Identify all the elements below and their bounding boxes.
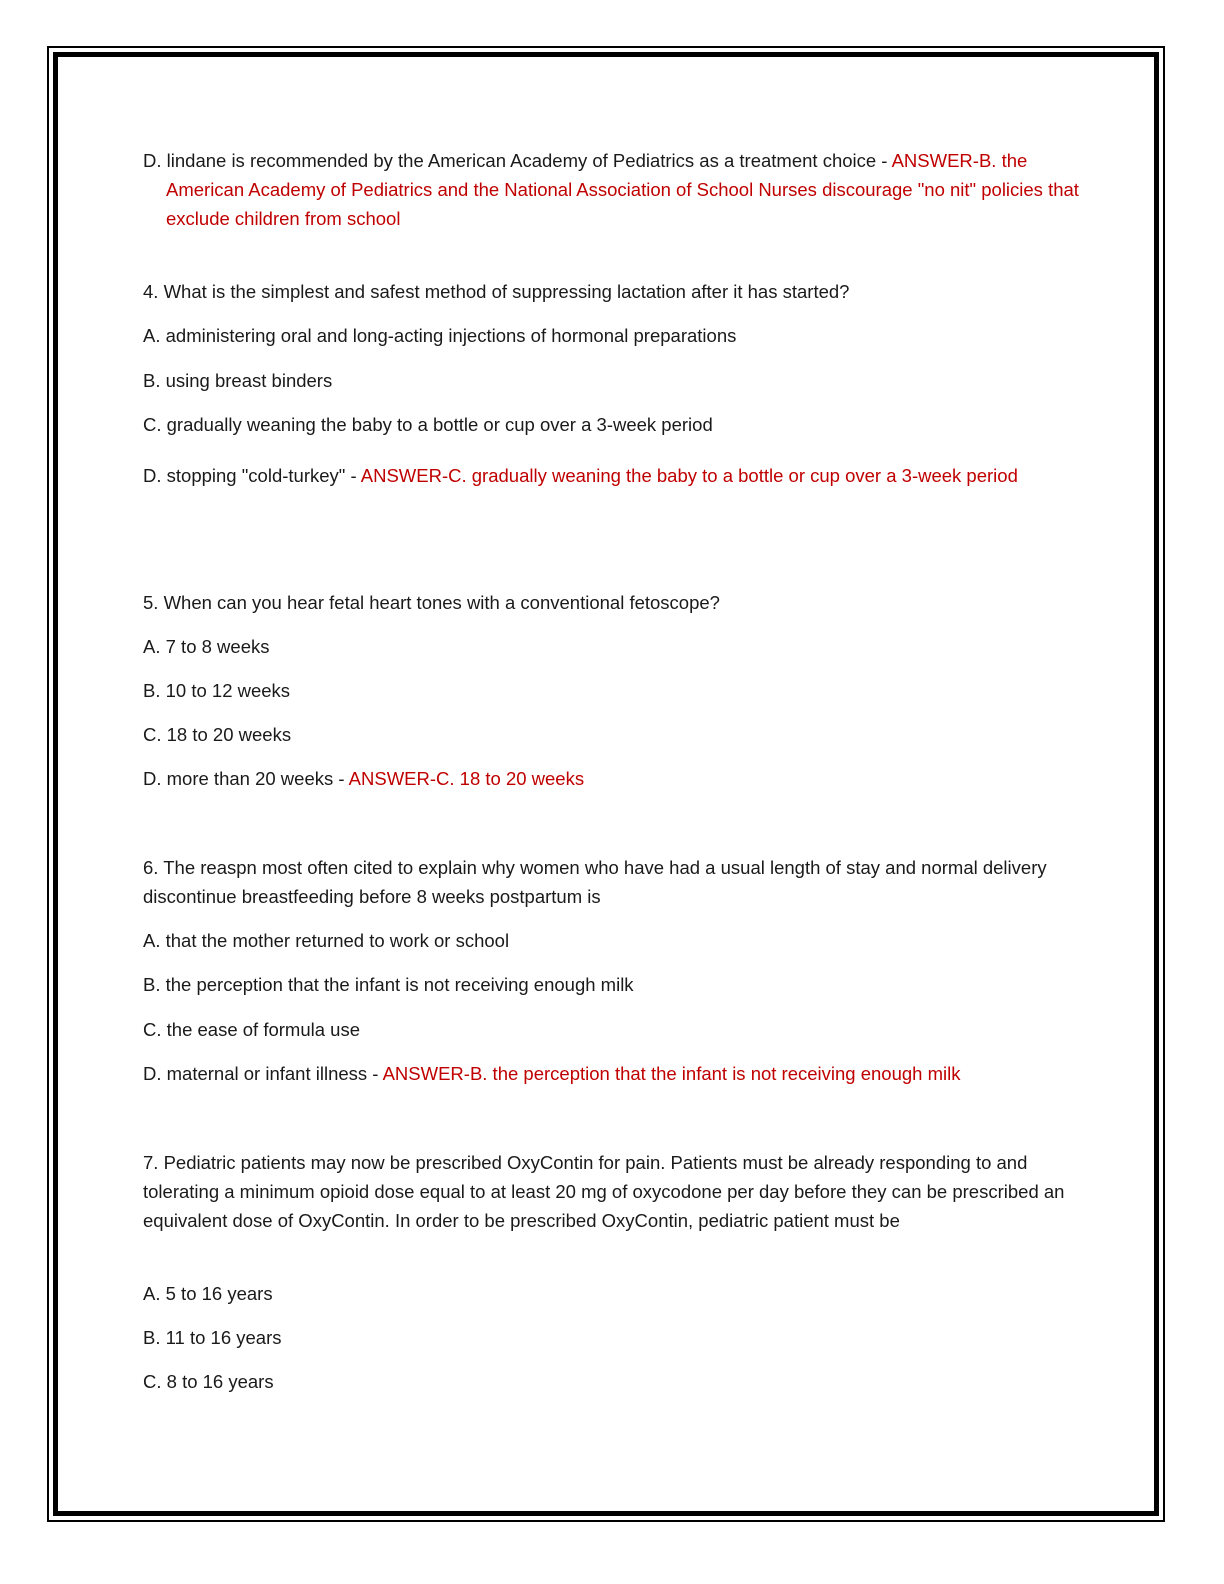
q5-option-d-text: D. more than 20 weeks - <box>143 768 349 789</box>
q6-option-b: B. the perception that the infant is not receiving enough milk <box>143 974 634 995</box>
q5-option-b: B. 10 to 12 weeks <box>143 680 291 701</box>
q6-option-d-text: D. maternal or infant illness - <box>143 1063 383 1084</box>
q5-option-a: A. 7 to 8 weeks <box>143 636 270 657</box>
q5-answer: ANSWER-C. 18 to 20 weeks <box>348 768 585 789</box>
q7-option-a: A. 5 to 16 years <box>143 1283 273 1304</box>
q4-option-d-text: D. stopping "cold-turkey" - <box>143 465 361 486</box>
q4-option-d <box>143 454 1033 498</box>
q3-option-d <box>143 146 1096 233</box>
q4-question: 4. What is the simplest and safest method of suppressing lactation after it has started? <box>143 281 850 302</box>
q4-answer: ANSWER-C. gradually weaning the baby to a bottle or cup over a 3-week period <box>360 465 1018 486</box>
q6-option-a: A. that the mother returned to work or school <box>143 930 510 951</box>
q6-option-c: C. the ease of formula use <box>143 1019 360 1040</box>
q6-question: 6. The reaspn most often cited to explain why women who have had a usual length of stay and normal delivery discontinue breastfeeding before 8 weeks postpartum is <box>143 857 1047 907</box>
q7-question: 7. Pediatric patients may now be prescribed OxyContin for pain. Patients must be already responding to and tolerating a minimum opioid dose equal to at least 20 mg of oxycodone per day before they can be prescribed an equivalent dose of OxyContin. In order to be prescribed OxyContin, pediatric patient must be <box>143 1152 1065 1231</box>
q5-option-d <box>143 764 1073 793</box>
q6-answer: ANSWER-B. the perception that the infant is not receiving enough milk <box>382 1063 961 1084</box>
q3-option-d-text: D. lindane is recommended by the American Academy of Pediatrics as a treatment choice - <box>143 150 892 171</box>
q5-question: 5. When can you hear fetal heart tones with a conventional fetoscope? <box>143 592 720 613</box>
q3-answer: ANSWER-B. the American Academy of Pediatrics and the National Association of School Nurses discourage "no nit" policies that exclude children from school <box>166 150 1079 229</box>
q6-option-d <box>143 1059 1073 1088</box>
q4-option-c: C. gradually weaning the baby to a bottle or cup over a 3-week period <box>143 414 713 435</box>
q7-option-b: B. 11 to 16 years <box>143 1327 282 1348</box>
q4-option-b: B. using breast binders <box>143 370 333 391</box>
q7-option-c: C. 8 to 16 years <box>143 1371 274 1392</box>
q5-option-c: C. 18 to 20 weeks <box>143 724 292 745</box>
q4-option-a: A. administering oral and long-acting injections of hormonal preparations <box>143 325 737 346</box>
